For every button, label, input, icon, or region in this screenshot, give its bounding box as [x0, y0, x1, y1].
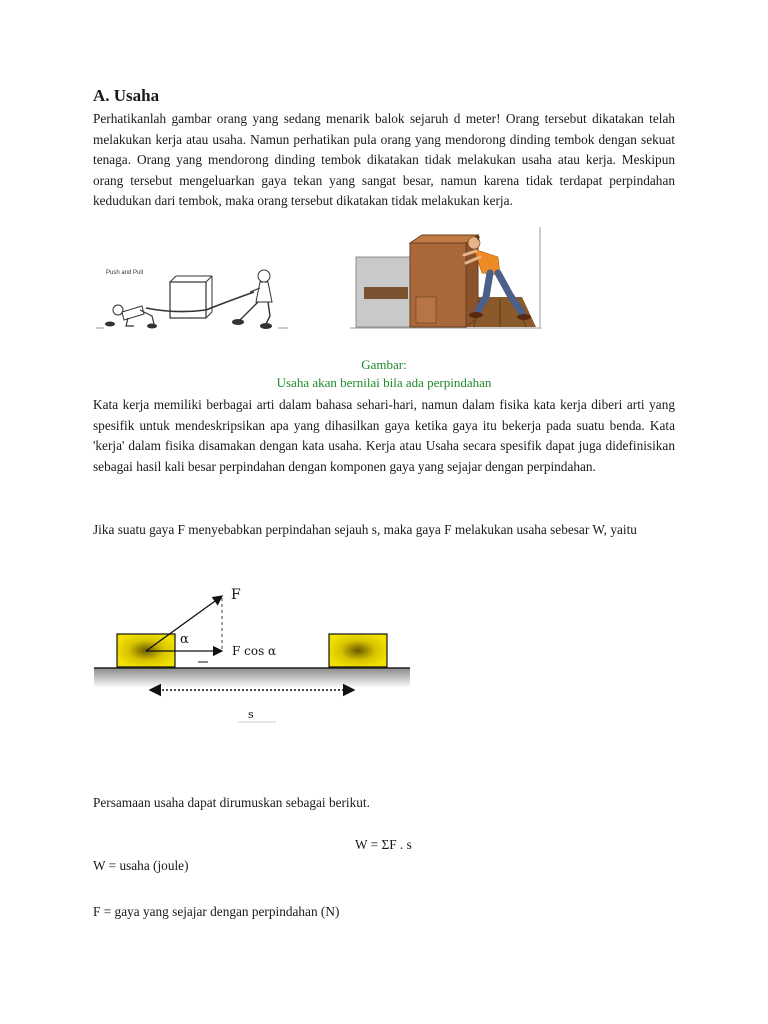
pushing-wall-illustration — [350, 227, 543, 330]
definition-work: W = usaha (joule) — [93, 858, 189, 873]
paragraph-force-displacement: Jika suatu gaya F menyebabkan perpindahan sejauh s, maka gaya F melakukan usaha sebesar W, yaitu — [93, 522, 637, 537]
angle-label: α — [180, 632, 189, 647]
figure-caption-title: Gambar: — [361, 357, 407, 372]
block-final — [329, 634, 387, 667]
work-formula: W = ΣF . s — [355, 837, 412, 852]
paragraph-equation-intro: Persamaan usaha dapat dirumuskan sebagai berikut. — [93, 795, 370, 810]
pulling-box-illustration — [96, 258, 288, 332]
section-heading: A. Usaha — [93, 86, 160, 105]
displacement-label: s — [248, 708, 254, 721]
figure-left-label: Push and Pull — [106, 270, 144, 276]
component-label: F cos α — [232, 644, 277, 658]
paragraph-definition: Kata kerja memiliki berbagai arti dalam bahasa sehari-hari, namun dalam fisika kata kerja diberi arti yang spesifik untuk mendeskripsikan apa yang dihasilkan gaya ketika gaya itu bekerja pada suatu benda. Kata 'kerja' dalam fisika disamakan dengan kata usaha. Kerja atau Usaha secara spesifik dapat juga didefinisikan sebagai hasil kali besar perpindahan dengan komponen gaya yang sejajar dengan perpindahan. — [93, 397, 675, 474]
work-force-diagram — [92, 580, 414, 726]
figure-caption-text: Usaha akan bernilai bila ada perpindahan — [276, 375, 492, 390]
force-label: F — [231, 587, 241, 603]
definition-force: F = gaya yang sejajar dengan perpindahan (N) — [93, 904, 340, 919]
paragraph-intro: Perhatikanlah gambar orang yang sedang menarik balok sejaruh d meter! Orang tersebut dikatakan telah melakukan kerja atau usaha. Namun perhatikan pula orang yang mendorong dinding tembok dengan sekuat tenaga. Orang yang mendorong dinding tembok dikatakan tidak melakukan usaha atau kerja. Meskipun orang tersebut mengeluarkan gaya tekan yang sangat besar, namun karena tidak terdapat perpindahan kedudukan dari tembok, maka orang tersebut dikatakan tidak melakukan kerja. — [93, 111, 675, 209]
